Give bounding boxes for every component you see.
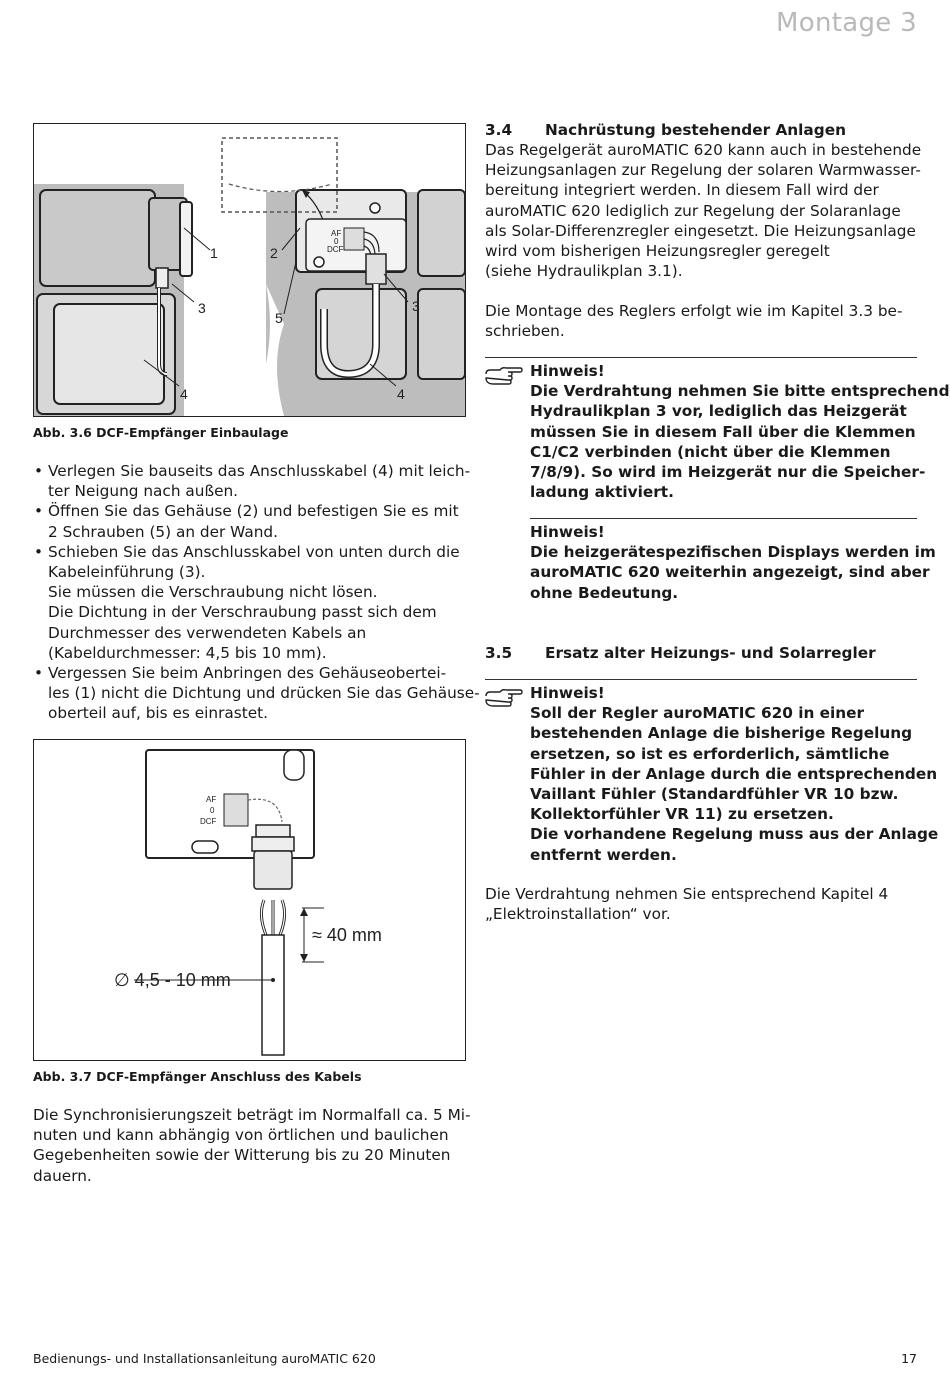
figure-dcf-installation-drawing: [34, 124, 465, 416]
note-displays: Hinweis! Die heizgerätespezifischen Displays werden im auroMATIC 620 weiterhin angezeigt, sind aber ohne Bedeutung.: [530, 523, 936, 602]
fig1-callout-2: 2: [270, 245, 278, 261]
section-3-5-paragraph: Die Verdrahtung nehmen Sie entsprechend Kapitel 4 „Elektroinstallation“ vor.: [485, 885, 889, 924]
footer-page-number: 17: [901, 1351, 917, 1366]
figure-cable-connection: [33, 739, 466, 1061]
figure-caption-3-7: Abb. 3.7 DCF-Empfänger Anschluss des Kabels: [33, 1069, 362, 1084]
note-divider: [485, 679, 917, 680]
fig2-terminal-dcf: DCF: [200, 817, 217, 826]
fig2-diameter-label: ∅ 4,5 - 10 mm: [114, 970, 231, 990]
fig1-callout-3b: 3: [412, 298, 420, 314]
fig1-terminal-af: AF: [331, 229, 342, 238]
fig1-callout-1: 1: [210, 245, 218, 261]
note-divider: [485, 357, 917, 358]
note-replace-regulator: Hinweis! Soll der Regler auroMATIC 620 in einer bestehenden Anlage die bisherige Regelung ersetzen, so ist es erforderlich, sämtliche Fühler in der Anlage durch die entsprechenden Vaillant Fühler (Standardfühler VR 10 bzw. Kollektorfühler VR 11) zu ersetzen. Die vorhandene Regelung muss aus der Anlage entfernt werden.: [530, 684, 939, 864]
fig1-callout-4a: 4: [180, 386, 188, 402]
footer-manual-title: Bedienungs- und Installationsanleitung auroMATIC 620: [33, 1351, 376, 1366]
list-item: • Verlegen Sie bauseits das Anschlusskabel (4) mit leich- ter Neigung nach außen.: [33, 461, 465, 501]
figure-cable-connection-drawing: [34, 740, 465, 1060]
fig1-callout-4b: 4: [397, 386, 405, 402]
pointing-hand-icon: [484, 686, 524, 710]
list-item: • Vergessen Sie beim Anbringen des Gehäuseobertei- les (1) nicht die Dichtung und drücken Sie das Gehäuse- oberteil auf, bis es einrastet.: [33, 663, 465, 724]
pointing-hand-icon: [484, 364, 524, 388]
section-heading-3-4: 3.4 Nachrüstung bestehender Anlagen: [485, 121, 846, 139]
fig2-terminal-zero: 0: [210, 806, 215, 815]
sync-time-paragraph: Die Synchronisierungszeit beträgt im Normalfall ca. 5 Mi- nuten und kann abhängig von örtlichen und baulichen Gegebenheiten sowie der Witterung bis zu 20 Minuten dauern.: [33, 1106, 471, 1185]
fig2-terminal-af: AF: [206, 795, 217, 804]
installation-steps-list: [33, 461, 480, 724]
list-item: • Schieben Sie das Anschlusskabel von unten durch die Kabeleinführung (3). Sie müssen die Verschraubung nicht lösen. Die Dichtung in der Verschraubung passt sich dem Durchmesser des verwendeten Kabels an (Kabeldurchmesser: 4,5 bis 10 mm).: [33, 542, 465, 663]
section-3-4-paragraph-1: Das Regelgerät auroMATIC 620 kann auch in bestehende Heizungsanlagen zur Regelung der solaren Warmwasser- bereitung integriert werden. In diesem Fall wird der auroMATIC 620 lediglich zur Regelung der Solaranlage als Solar-Differenzregler eingesetzt. Die Heizungsanlage wird vom bisherigen Heizungsregler geregelt (siehe Hydraulikplan 3.1).: [485, 141, 922, 281]
fig1-callout-3a: 3: [198, 300, 206, 316]
list-item: • Öffnen Sie das Gehäuse (2) und befestigen Sie es mit 2 Schrauben (5) an der Wand.: [33, 501, 465, 541]
section-3-4-paragraph-2: Die Montage des Reglers erfolgt wie im Kapitel 3.3 be- schrieben.: [485, 302, 903, 341]
figure-dcf-installation: [33, 123, 466, 417]
fig1-terminal-zero: 0: [334, 237, 339, 246]
figure-caption-3-6: Abb. 3.6 DCF-Empfänger Einbaulage: [33, 425, 289, 440]
fig1-terminal-dcf: DCF: [327, 245, 344, 254]
note-divider: [530, 518, 917, 519]
section-heading-3-5: 3.5 Ersatz alter Heizungs- und Solarregler: [485, 644, 876, 662]
fig1-callout-5: 5: [275, 310, 283, 326]
note-hydraulic-plan: Hinweis! Die Verdrahtung nehmen Sie bitte entsprechend Hydraulikplan 3 vor, lediglich das Heizgerät müssen Sie in diesem Fall über die Klemmen C1/C2 verbinden (nicht über die Klemmen 7/8/9). So wird im Heizgerät nur die Speicher- ladung aktiviert.: [530, 362, 950, 502]
fig2-length-label: ≈ 40 mm: [312, 925, 382, 945]
chapter-header: Montage 3: [776, 8, 917, 38]
